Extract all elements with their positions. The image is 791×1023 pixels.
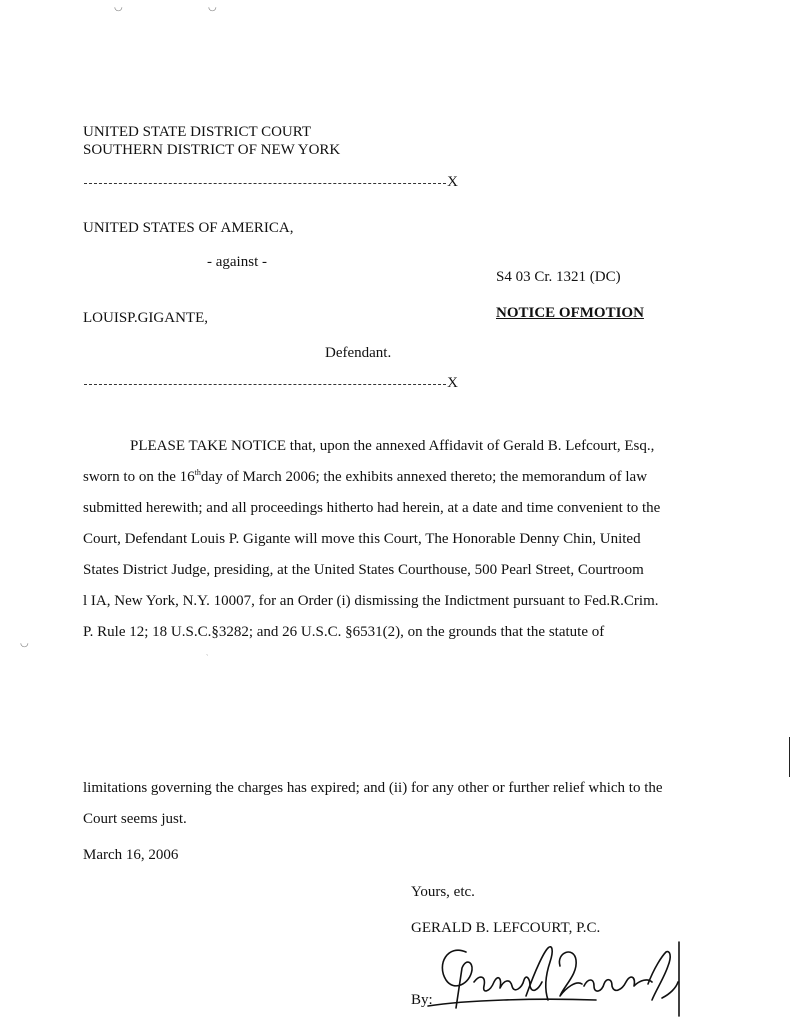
notice-paragraph-continued	[83, 773, 693, 835]
defendant-label: Defendant.	[325, 345, 392, 361]
scan-mark: ◡	[114, 2, 123, 13]
against-label: - against -	[207, 254, 267, 270]
defendant-name: LOUISP.GIGANTE,	[83, 310, 208, 326]
court-district: SOUTHERN DISTRICT OF NEW YORK	[83, 142, 341, 158]
firm-name: GERALD B. LEFCOURT, P.C.	[411, 920, 601, 936]
caption-separator-top	[82, 174, 458, 192]
separator-mark: X	[447, 174, 458, 190]
closing: Yours, etc.	[411, 884, 475, 900]
paragraph-line: Court, Defendant Louis P. Gigante will move this Court, The Honorable Denny Chin, United	[83, 531, 641, 547]
paragraph-line: States District Judge, presiding, at the United States Courthouse, 500 Pearl Street, Courtroom	[83, 562, 644, 578]
dashed-rule	[84, 384, 446, 385]
notice-paragraph	[83, 431, 693, 648]
caption-separator-bottom	[82, 375, 458, 393]
paragraph-line: sworn to on the 16thday of March 2006; the exhibits annexed thereto; the memorandum of law	[83, 468, 648, 485]
separator-mark: X	[447, 375, 458, 391]
case-number: S4 03 Cr. 1321 (DC)	[496, 269, 621, 285]
scan-mark: ˏ	[206, 648, 209, 656]
paragraph-line: submitted herewith; and all proceedings hitherto had herein, at a date and time convenient to the	[83, 500, 661, 516]
scan-mark: ◡	[208, 2, 217, 13]
dashed-rule	[84, 183, 446, 184]
paragraph-line: l IA, New York, N.Y. 10007, for an Order (i) dismissing the Indictment pursuant to Fed.R.Crim.	[83, 593, 659, 609]
document-title: NOTICE OFMOTION	[496, 305, 644, 321]
document-date: March 16, 2006	[83, 847, 179, 863]
scan-edge-line	[789, 737, 790, 777]
scan-mark: ◡	[20, 638, 29, 649]
paragraph-line: P. Rule 12; 18 U.S.C.§3282; and 26 U.S.C. §6531(2), on the grounds that the statute of	[83, 624, 605, 640]
paragraph-line: PLEASE TAKE NOTICE that, upon the annexed Affidavit of Gerald B. Lefcourt, Esq.,	[130, 438, 655, 454]
handwritten-signature	[426, 938, 686, 1018]
court-name: UNITED STATE DISTRICT COURT	[83, 124, 312, 140]
ordinal-suffix: th	[194, 468, 201, 477]
paragraph-line: Court seems just.	[83, 811, 187, 827]
plaintiff-name: UNITED STATES OF AMERICA,	[83, 220, 294, 236]
court-heading	[83, 123, 340, 159]
paragraph-line: limitations governing the charges has expired; and (ii) for any other or further relief which to the	[83, 780, 663, 796]
by-label: By:	[411, 992, 433, 1008]
